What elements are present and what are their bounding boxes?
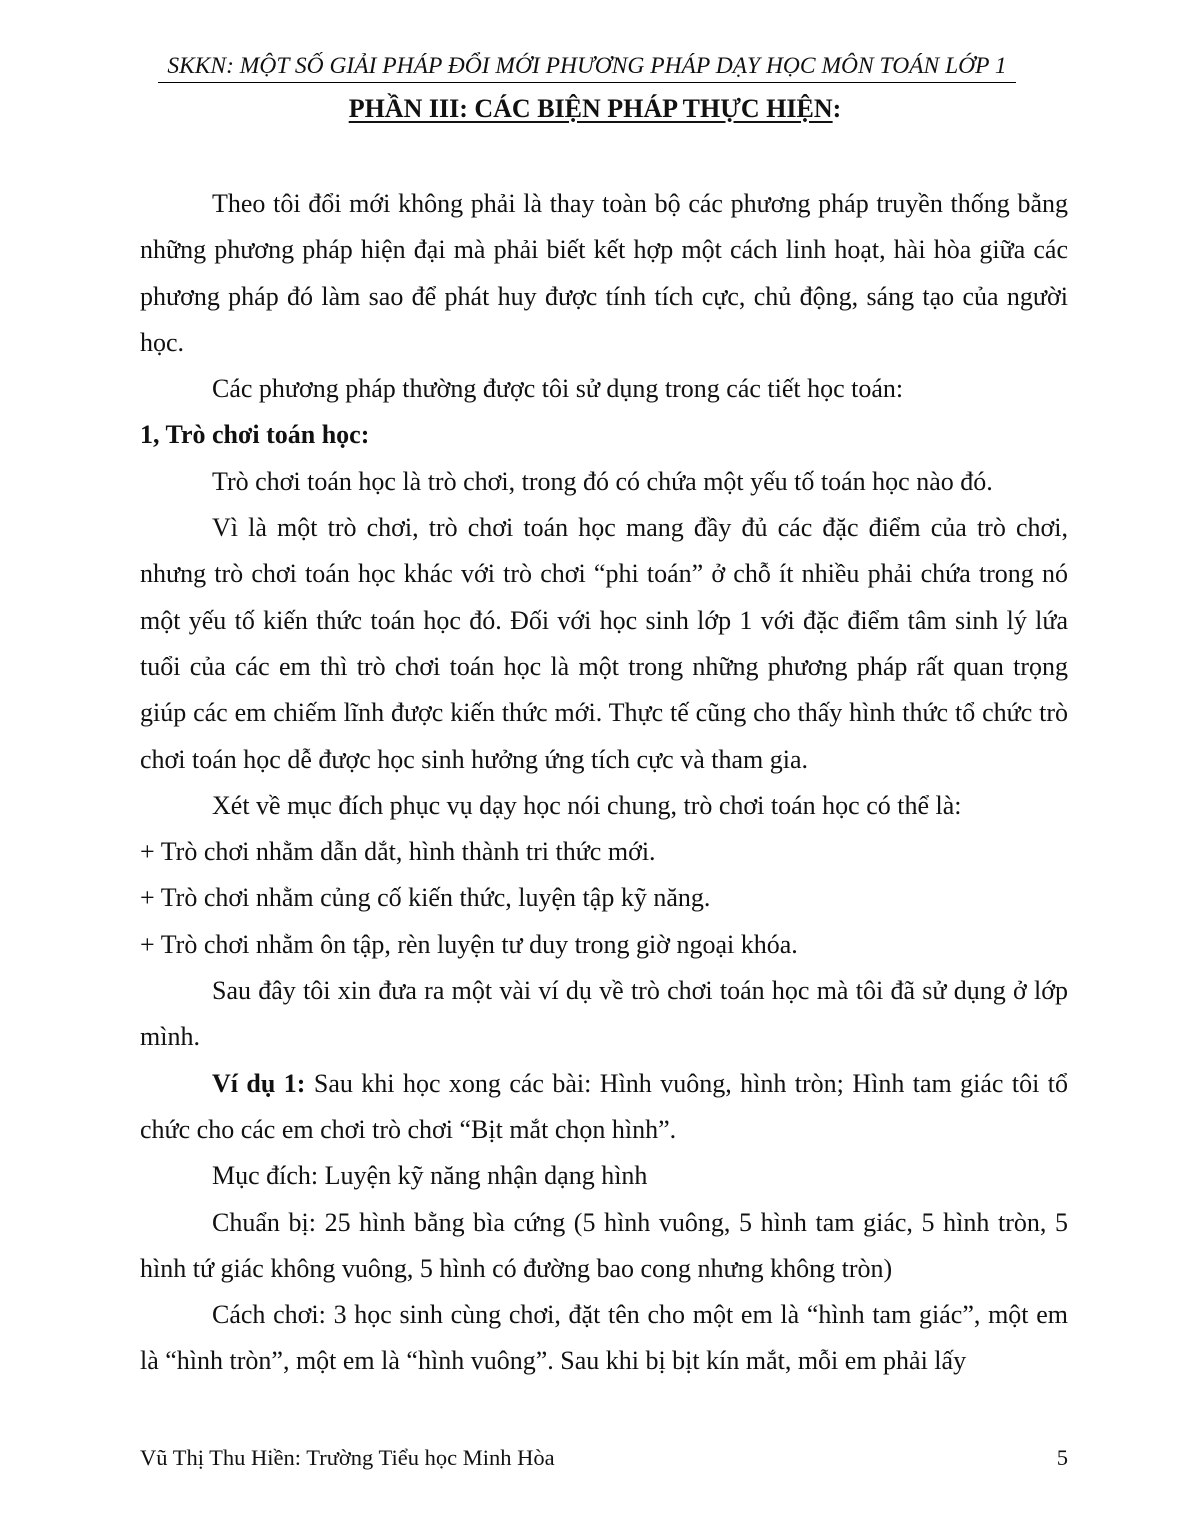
document-body [140,181,1068,1385]
section-title [0,92,1190,126]
paragraph-intro: Theo tôi đổi mới không phải là thay toàn bộ các phương pháp truyền thống bằng những phương pháp hiện đại mà phải biết kết hợp một cách linh hoạt, hài hòa giữa các phương pháp đó làm sao để phát huy được tính tích cực, chủ động, sáng tạo của người học. [140,189,1068,357]
paragraph-characteristics: Vì là một trò chơi, trò chơi toán học mang đầy đủ các đặc điểm của trò chơi, nhưng trò chơi toán học khác với trò chơi “phi toán” ở chỗ ít nhiều phải chứa trong nó một yếu tố kiến thức toán học đó. Đối với học sinh lớp 1 với đặc điểm tâm sinh lý lứa tuổi của các em thì trò chơi toán học là một trong những phương pháp rất quan trọng giúp các em chiếm lĩnh được kiến thức mới. Thực tế cũng cho thấy hình thức tổ chức trò chơi toán học dễ được học sinh hưởng ứng tích cực và tham gia. [140,513,1068,774]
paragraph-example-1 [140,1061,1068,1154]
paragraph-methods: Các phương pháp thường được tôi sử dụng trong các tiết học toán: [212,374,904,404]
page-footer [140,1442,1068,1474]
section-heading-math-games: 1, Trò chơi toán học: [140,420,370,450]
example-1-text: Sau khi học xong các bài: Hình vuông, hình tròn; Hình tam giác tôi tổ chức cho các em chơi trò chơi “Bịt mắt chọn hình”. [140,1068,1068,1144]
running-header: SKKN: MỘT SỐ GIẢI PHÁP ĐỔI MỚI PHƯƠNG PHÁP DẠY HỌC MÔN TOÁN LỚP 1 [158,50,1016,83]
footer-author: Vũ Thị Thu Hiền: Trường Tiểu học Minh Hòa [140,1445,555,1470]
example-1-label: Ví dụ 1: [212,1068,306,1098]
paragraph-purpose: Xét về mục đích phục vụ dạy học nói chung, trò chơi toán học có thể là: [212,790,962,820]
bullet-item-1: + Trò chơi nhằm dẫn dắt, hình thành tri thức mới. [140,837,656,867]
paragraph-definition: Trò chơi toán học là trò chơi, trong đó có chứa một yếu tố toán học nào đó. [212,466,993,496]
bullet-item-2: + Trò chơi nhằm củng cố kiến thức, luyện tập kỹ năng. [140,883,711,913]
paragraph-examples-intro: Sau đây tôi xin đưa ra một vài ví dụ về trò chơi toán học mà tôi đã sử dụng ở lớp mình. [140,976,1068,1052]
page-number: 5 [1056,1445,1068,1470]
paragraph-how-to-play: Cách chơi: 3 học sinh cùng chơi, đặt tên cho một em là “hình tam giác”, một em là “hình tròn”, một em là “hình vuông”. Sau khi bị bịt kín mắt, mỗi em phải lấy [140,1300,1068,1376]
paragraph-goal: Mục đích: Luyện kỹ năng nhận dạng hình [212,1161,648,1191]
section-title-colon: : [832,94,842,123]
bullet-item-3: + Trò chơi nhằm ôn tập, rèn luyện tư duy trong giờ ngoại khóa. [140,929,798,959]
paragraph-preparation: Chuẩn bị: 25 hình bằng bìa cứng (5 hình vuông, 5 hình tam giác, 5 hình tròn, 5 hình tứ giác không vuông, 5 hình có đường bao cong nhưng không tròn) [140,1207,1068,1283]
section-title-text: PHẦN III: CÁC BIỆN PHÁP THỰC HIỆN [348,94,833,123]
